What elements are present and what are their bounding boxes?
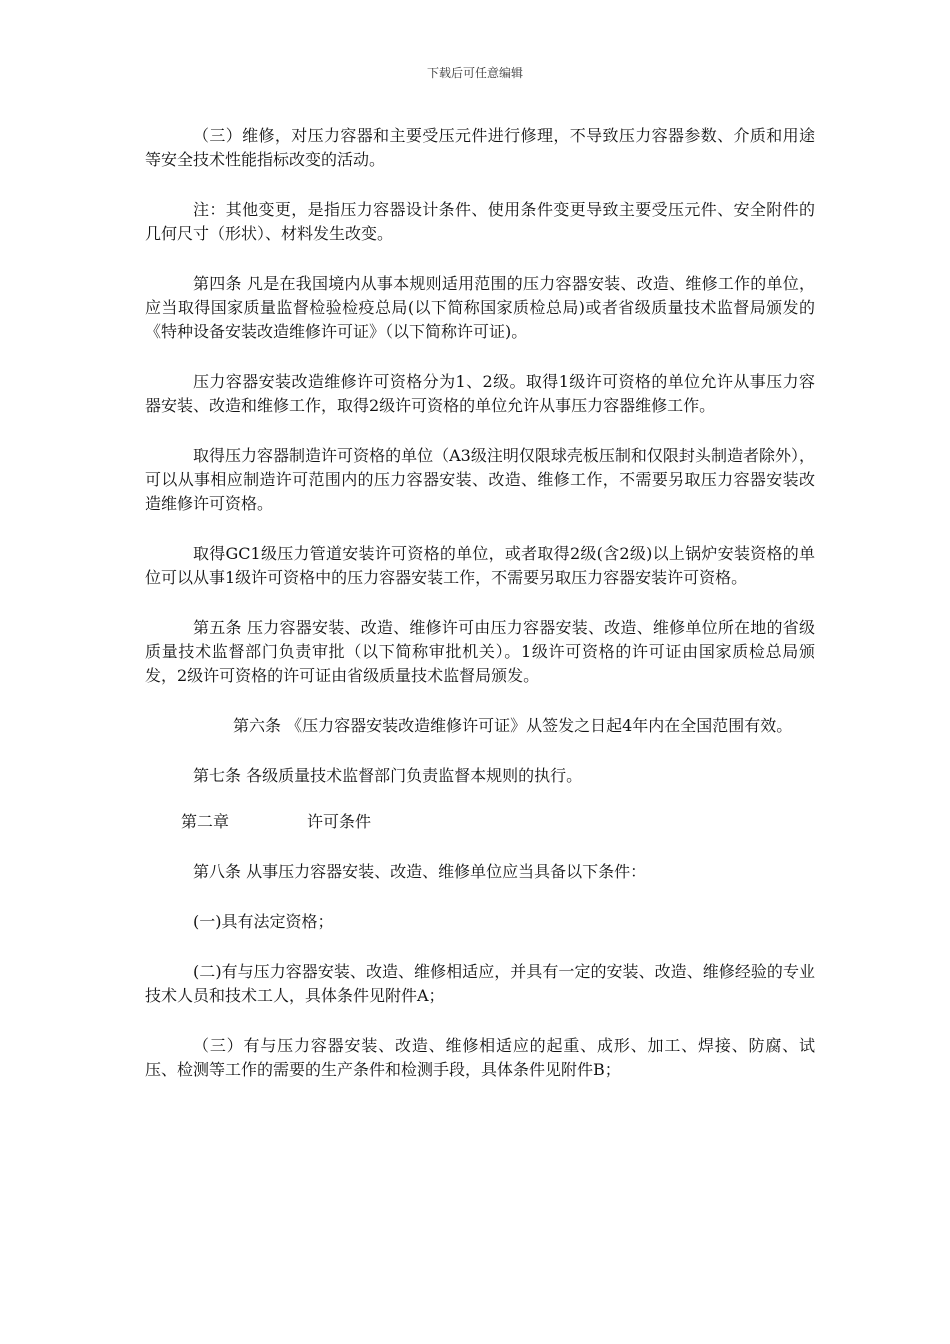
paragraph-article-4: 第四条 凡是在我国境内从事本规则适用范围的压力容器安装、改造、维修工作的单位，应当取得国家质量监督检验检疫总局(以下简称国家质检总局)或者省级质量技术监督局颁发的《特种设备安装改造维修许可证》（以下简称许可证)。 [145, 274, 815, 341]
chapter-title: 许可条件 [307, 812, 372, 831]
paragraph-note-other-changes: 注：其他变更，是指压力容器设计条件、使用条件变更导致主要受压元件、安全附件的几何尺寸（形状）、材料发生改变。 [145, 200, 815, 243]
paragraph-article-6: 第六条 《压力容器安装改造维修许可证》从签发之日起4年内在全国范围有效。 [233, 716, 793, 735]
paragraph-gc1-license: 取得GC1级压力管道安装许可资格的单位，或者取得2级(含2级)以上锅炉安装资格的单位可以从事1级许可资格中的压力容器安装工作，不需要另取压力容器安装许可资格。 [145, 544, 815, 587]
paragraph-condition-3: （三）有与压力容器安装、改造、维修相适应的起重、成形、加工、焊接、防腐、试压、检测等工作的需要的生产条件和检测手段，具体条件见附件B； [145, 1036, 815, 1079]
chapter-number: 第二章 [181, 812, 230, 831]
paragraph-article-7: 第七条 各级质量技术监督部门负责监督本规则的执行。 [193, 766, 583, 785]
chapter-heading [181, 810, 815, 834]
page-header: 下载后可任意编辑 [426, 66, 523, 80]
paragraph-license-levels: 压力容器安装改造维修许可资格分为1、2级。取得1级许可资格的单位允许从事压力容器安装、改造和维修工作，取得2级许可资格的单位允许从事压力容器维修工作。 [145, 372, 815, 415]
document-body [145, 124, 815, 1108]
paragraph-manufacturing-license: 取得压力容器制造许可资格的单位（A3级注明仅限球壳板压制和仅限封头制造者除外），可以从事相应制造许可范围内的压力容器安装、改造、维修工作，不需要另取压力容器安装改造维修许可资格。 [145, 446, 815, 513]
paragraph-article-5: 第五条 压力容器安装、改造、维修许可由压力容器安装、改造、维修单位所在地的省级质量技术监督部门负责审批（以下简称审批机关）。1级许可资格的许可证由国家质检总局颁发，2级许可资格的许可证由省级质量技术监督局颁发。 [145, 618, 815, 685]
paragraph-condition-1: (一)具有法定资格； [193, 912, 334, 931]
paragraph-maintenance-definition: （三）维修，对压力容器和主要受压元件进行修理，不导致压力容器参数、介质和用途等安全技术性能指标改变的活动。 [145, 126, 815, 169]
paragraph-article-8: 第八条 从事压力容器安装、改造、维修单位应当具备以下条件： [193, 862, 647, 881]
paragraph-condition-2: (二)有与压力容器安装、改造、维修相适应，并具有一定的安装、改造、维修经验的专业技术人员和技术工人，具体条件见附件A； [145, 962, 815, 1005]
